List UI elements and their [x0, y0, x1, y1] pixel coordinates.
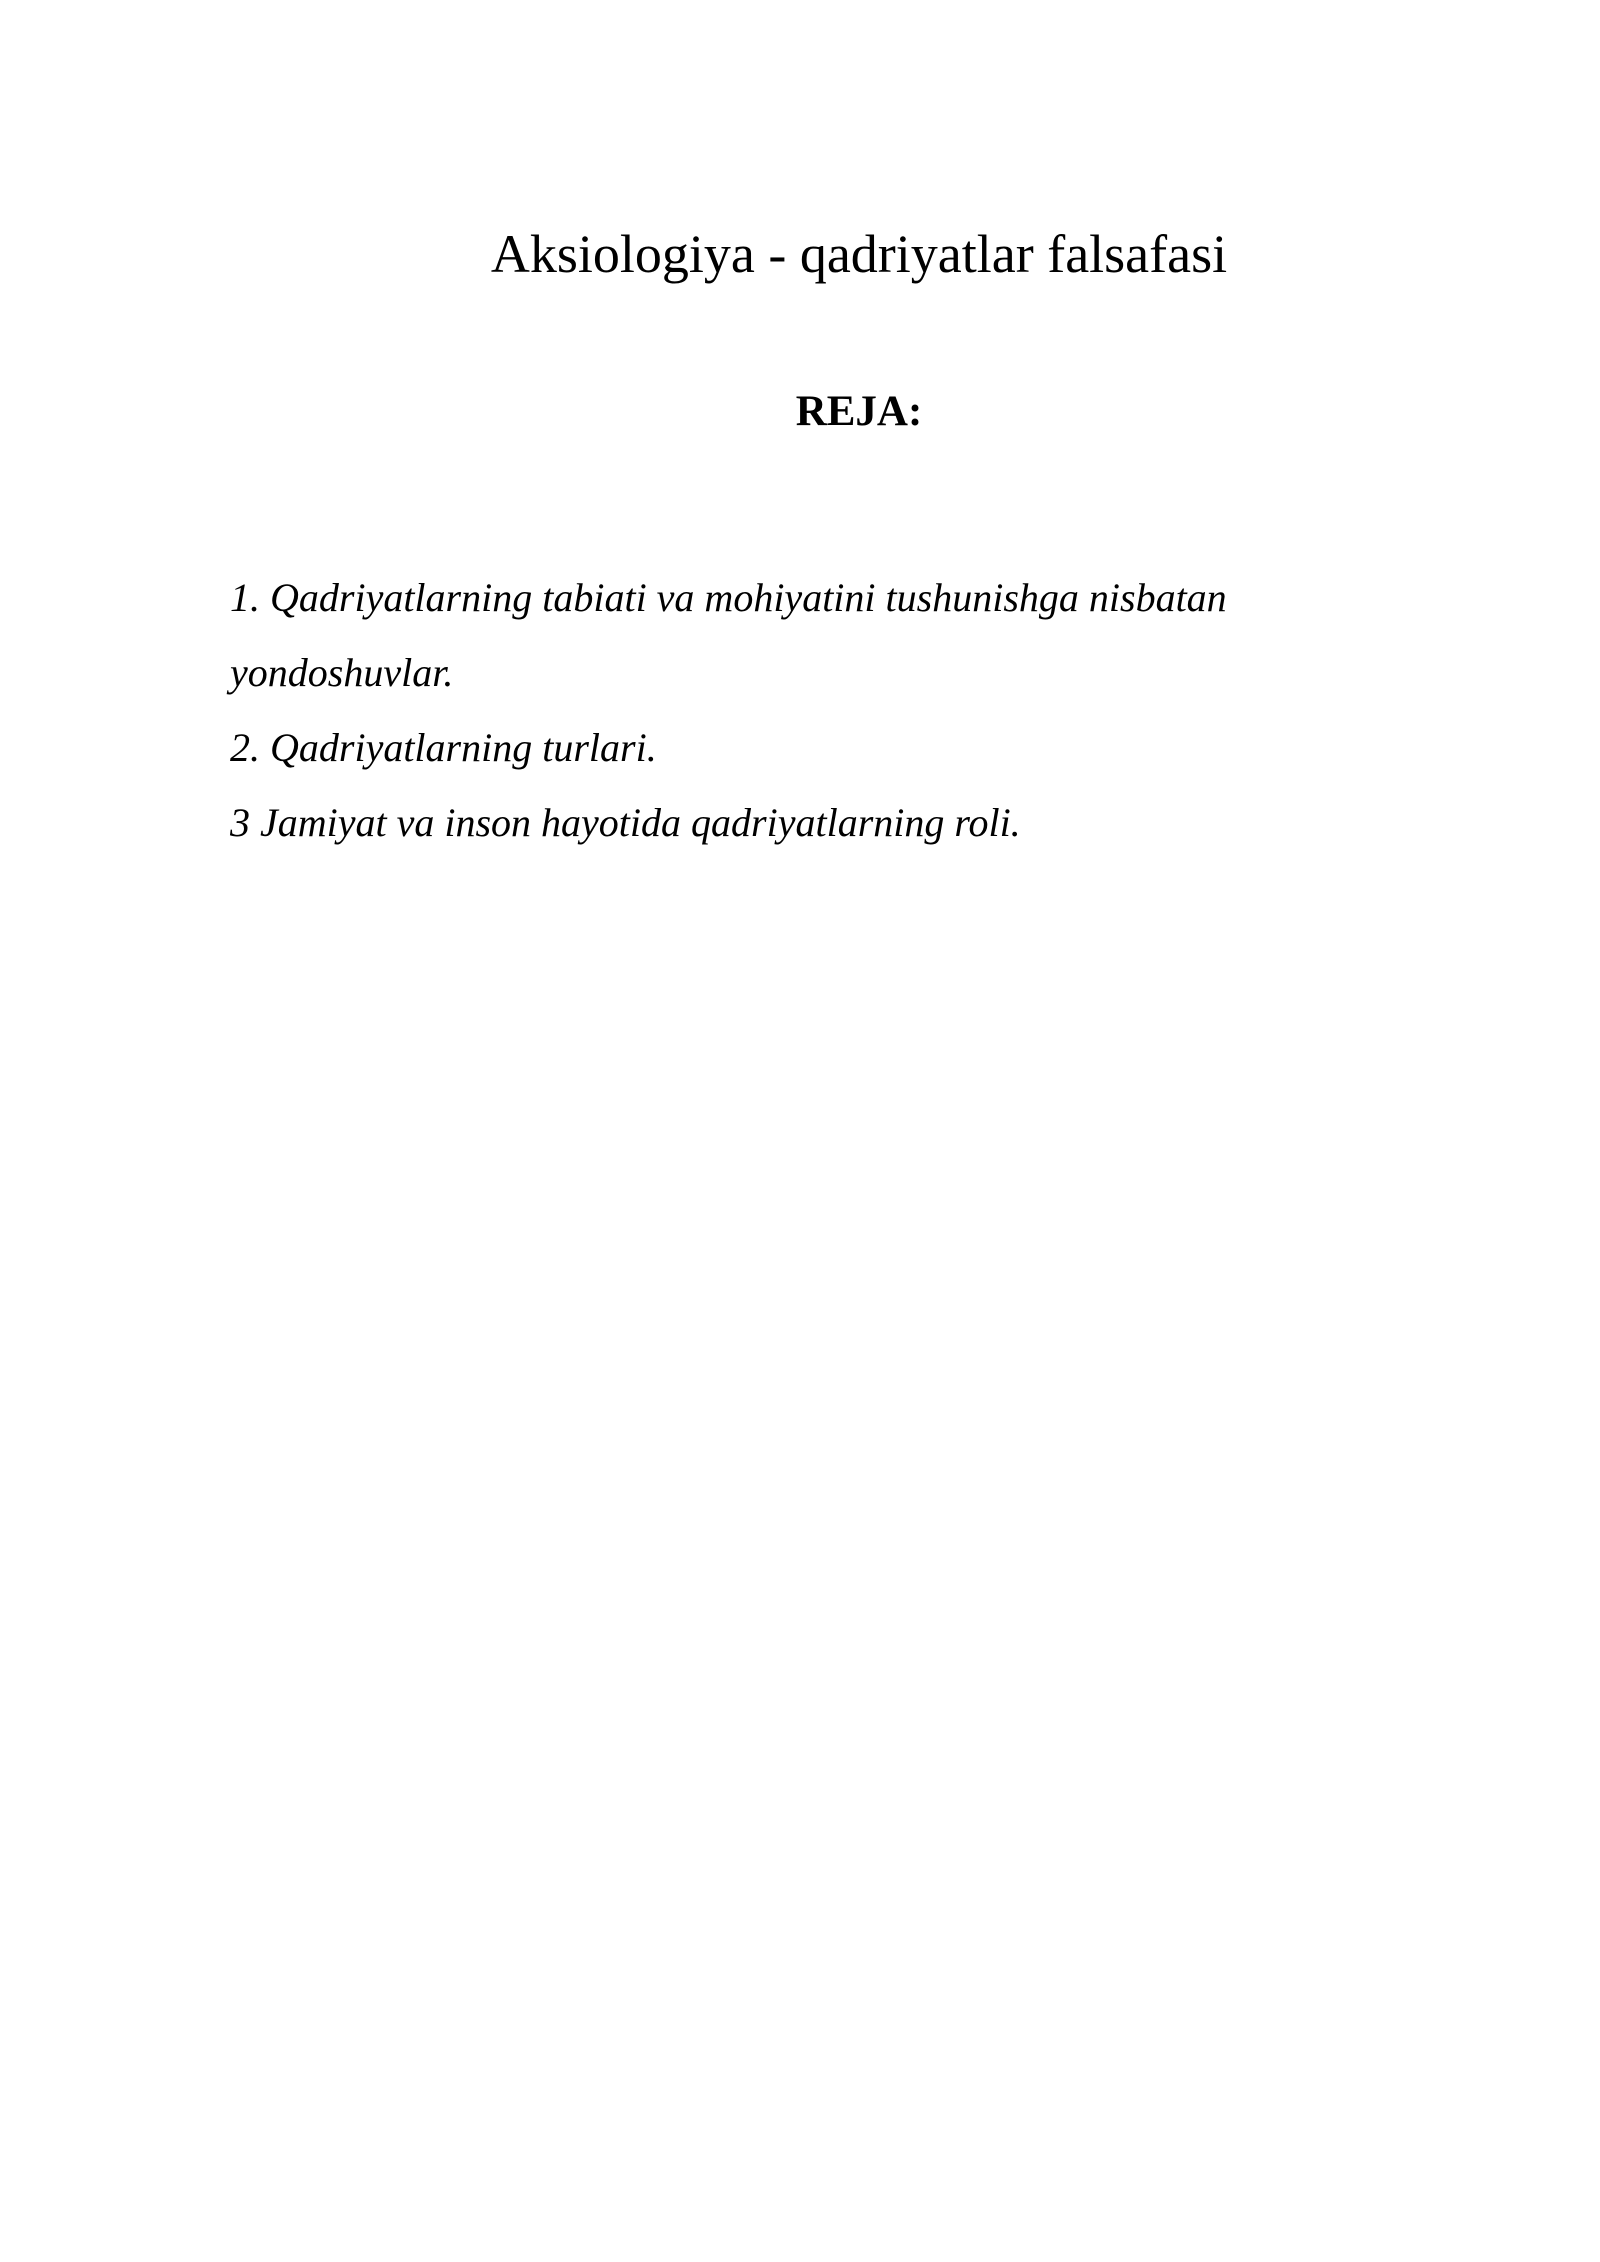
plan-item-2: 2. Qadriyatlarning turlari. — [230, 725, 657, 770]
plan-list — [230, 560, 1380, 860]
plan-item-1: 1. Qadriyatlarning tabiati va mohiyatini tushunishga nisbatan yondoshuvlar. — [230, 575, 1227, 695]
plan-item-3: 3 Jamiyat va inson hayotida qadriyatlarning roli. — [230, 800, 1021, 845]
document-title: Aksiologiya - qadriyatlar falsafasi — [490, 224, 1228, 284]
plan-heading: REJA: — [795, 388, 923, 435]
